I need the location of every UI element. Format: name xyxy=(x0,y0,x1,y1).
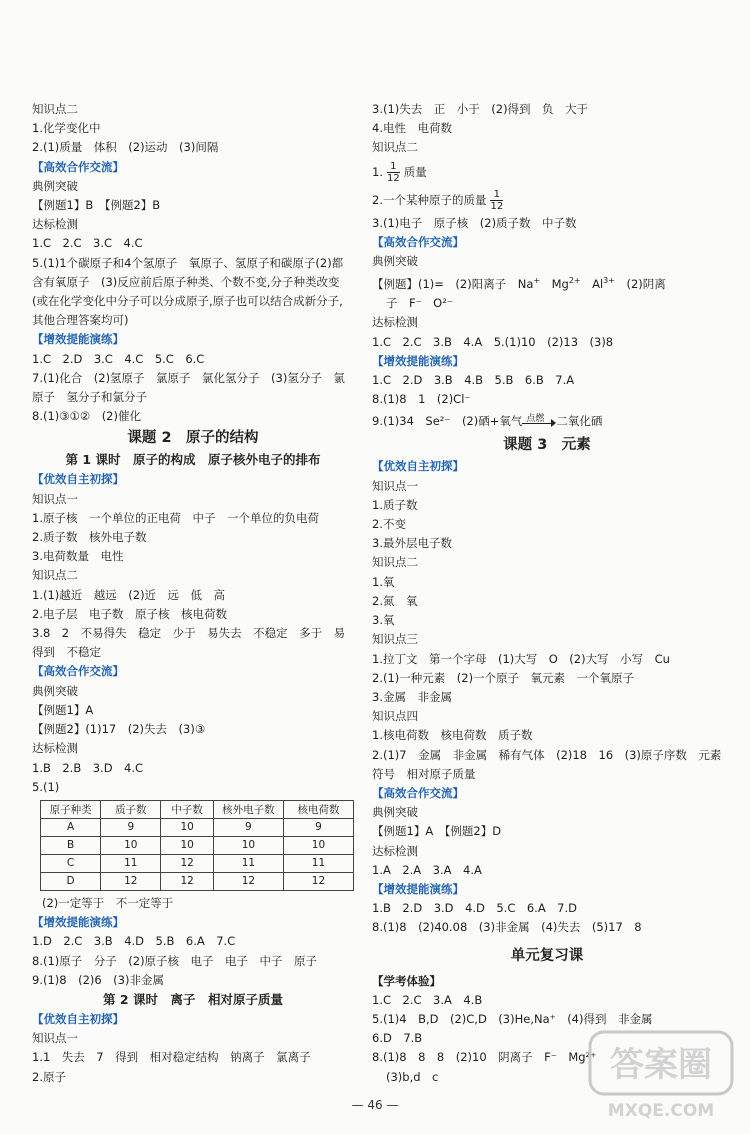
answer-text: 【例题】(1)= (2)阳离子 Na xyxy=(372,277,534,292)
answer-line: 3.金属 非金属 xyxy=(372,689,452,704)
answer-line: 1.氧 xyxy=(372,574,395,589)
subsection-heading: 典例突破 xyxy=(32,178,78,193)
reaction-condition: 点燃 xyxy=(526,413,545,424)
answer-line: 9.(1)8 (2)6 (3)非金属 xyxy=(32,972,164,987)
answer-paragraph: 2.(1)7 金属 非金属 稀有气体 (2)18 16 (3)原子序数 元素符号 相对原子质量 xyxy=(372,747,722,781)
knowledge-point-heading: 知识点二 xyxy=(372,140,418,155)
answer-line: 2.质子数 核外电子数 xyxy=(32,530,147,545)
answer-text: Mg xyxy=(551,277,569,292)
subsection-heading: 典例突破 xyxy=(372,805,418,820)
answer-line: 8.(1)8 1 (2)Cl⁻ xyxy=(372,392,471,407)
fraction-denominator: 12 xyxy=(386,172,400,184)
answer-line: 1.B 2.D 3.D 4.D 5.C 6.A 7.D xyxy=(372,901,578,916)
section-tag: 【优效自主初探】 xyxy=(32,1011,124,1026)
section-tag: 【增效提能演练】 xyxy=(372,881,464,896)
table-cell: B xyxy=(41,836,101,854)
answer-line: 1.C 2.C 3.B 4.A 5.(1)10 (2)13 (3)8 xyxy=(372,334,614,349)
answer-text: 质量 xyxy=(403,164,427,179)
answer-line: 1.化学变化中 xyxy=(32,121,101,136)
answer-line: 1.C 2.C 3.C 4.C xyxy=(32,236,143,251)
answer-paragraph: 5.(1)1个碳原子和4个氢原子 氧原子、氢原子和碳原子(2)都含有氧原子 (3)反应前后原子种类、个数不变,分子种类改变(或在化学变化中分子可以分成原子,原子也可以结合成新分子,其他合理答案均可) xyxy=(32,255,344,328)
table-cell: A xyxy=(41,818,101,836)
answer-line: 3.电荷数量 电性 xyxy=(32,549,124,564)
table-cell: 12 xyxy=(161,872,213,890)
watermark-url: MXQE.COM xyxy=(607,1101,715,1121)
table-cell: 12 xyxy=(161,854,213,872)
table-cell: 10 xyxy=(161,836,213,854)
table-header: 核外电子数 xyxy=(213,800,283,818)
table-header-row xyxy=(41,800,354,818)
table-cell: 9 xyxy=(101,818,161,836)
topic-title: 课题 3 元素 xyxy=(503,437,591,454)
table-cell: 12 xyxy=(213,872,283,890)
answer-line: 1.C 2.C 3.A 4.B xyxy=(372,992,483,1007)
section-tag: 【增效提能演练】 xyxy=(372,353,464,368)
knowledge-point-heading: 知识点二 xyxy=(372,555,418,570)
answer-line: 8.(1)③①② (2)催化 xyxy=(32,409,141,424)
answer-line: 3.(1)电子 原子核 (2)质子数 中子数 xyxy=(372,215,577,230)
reaction-arrow xyxy=(522,413,556,427)
section-tag: 【高效合作交流】 xyxy=(32,159,124,174)
answer-line: (2)一定等于 不一定等于 xyxy=(42,895,174,910)
atom-table xyxy=(40,800,354,891)
answer-line: 1.原子核 一个单位的正电荷 中子 一个单位的负电荷 xyxy=(32,510,319,525)
section-tag: 【优效自主初探】 xyxy=(32,472,124,487)
page-number: — 46 — xyxy=(351,1098,399,1112)
answer-line: 1.C 2.D 3.C 4.C 5.C 6.C xyxy=(32,351,205,366)
answer-line: 【例题1】A xyxy=(32,702,94,717)
lesson-title: 第 2 课时 离子 相对原子质量 xyxy=(103,991,283,1007)
answer-line-fraction: 1. $\frac{1}{12}$ 质量 xyxy=(372,160,427,184)
answer-line: 1.C 2.D 3.B 4.B 5.B 6.B 7.A xyxy=(372,373,575,388)
table-cell: 10 xyxy=(161,818,213,836)
unit-review-title: 单元复习课 xyxy=(510,947,584,964)
answer-line: 【例题1】B 【例题2】B xyxy=(32,198,161,213)
knowledge-point-heading: 知识点二 xyxy=(32,568,78,583)
answer-line: 1.质子数 xyxy=(372,497,418,512)
answer-line: 1.(1)越近 越远 (2)近 远 低 高 xyxy=(32,587,226,602)
table-cell: 11 xyxy=(101,854,161,872)
answer-line: 5.(1) xyxy=(32,779,60,794)
answer-line: 2.原子 xyxy=(32,1069,66,1084)
answer-line: 5.(1)4 B,D (2)C,D (3)He,Na⁺ (4)得到 非金属 xyxy=(372,1011,653,1026)
fraction xyxy=(387,161,400,184)
answer-text: 二氧化硒 xyxy=(556,414,603,429)
answer-paragraph: 3.8 2 不易得失 稳定 少于 易失去 不稳定 多于 易得到 不稳定 xyxy=(32,626,346,660)
answer-line: 子 F⁻ O²⁻ xyxy=(386,296,453,311)
answer-line-fraction xyxy=(372,186,722,214)
fraction-denominator: 12 xyxy=(490,200,504,212)
answer-line: 4.电性 电荷数 xyxy=(372,121,452,136)
answer-line: 1.核电荷数 核电荷数 质子数 xyxy=(372,728,533,743)
knowledge-point-heading: 知识点一 xyxy=(372,478,418,493)
answer-line: 6.D 7.B xyxy=(372,1031,423,1046)
answer-line: 8.(1)8 (2)40.08 (3)非金属 (4)失去 (5)17 8 xyxy=(372,920,642,935)
table-cell: C xyxy=(41,854,101,872)
table-header: 中子数 xyxy=(161,800,213,818)
section-tag: 【增效提能演练】 xyxy=(32,915,124,930)
watermark-text: 答案圈 xyxy=(610,1045,712,1085)
answer-text: (2)阴离 xyxy=(626,277,666,292)
subsection-heading: 达标检测 xyxy=(372,315,418,330)
answer-line: 1.D 2.C 3.B 4.D 5.B 6.A 7.C xyxy=(32,934,236,949)
answer-line: 【例题2】(1)17 (2)失去 (3)③ xyxy=(32,722,206,737)
answer-line xyxy=(372,409,722,433)
answer-line: 3.最外层电子数 xyxy=(372,536,452,551)
section-tag: 【高效合作交流】 xyxy=(32,664,124,679)
table-cell: 10 xyxy=(283,836,353,854)
answer-text: Al xyxy=(592,277,604,292)
answer-line: (3)b,d c xyxy=(386,1069,439,1084)
table-cell: 11 xyxy=(213,854,283,872)
topic-title: 课题 2 原子的结构 xyxy=(127,430,259,447)
subsection-heading: 典例突破 xyxy=(372,254,418,269)
knowledge-point-heading: 知识点二 xyxy=(32,102,78,116)
table-row xyxy=(41,854,354,872)
knowledge-point-heading: 知识点一 xyxy=(32,491,78,506)
answer-paragraph: 7.(1)化合 (2)氢原子 氯原子 氯化氢分子 (3)氢分子 氯原子 氢分子和氯分子 xyxy=(32,370,345,405)
answer-text: 2.一个某种原子的质量 xyxy=(372,192,487,207)
fraction-numerator: 1 xyxy=(390,160,397,172)
answer-line: 8.(1)原子 分子 (2)原子核 电子 电子 中子 原子 xyxy=(32,953,318,968)
table-cell: 10 xyxy=(213,836,283,854)
section-tag: 【优效自主初探】 xyxy=(372,459,464,474)
answer-line: 1.1 失去 7 得到 相对稳定结构 钠离子 氯离子 xyxy=(32,1050,311,1065)
watermark-logo xyxy=(586,1028,736,1124)
lesson-title: 第 1 课时 原子的构成 原子核外电子的排布 xyxy=(65,452,321,468)
table-header: 原子种类 xyxy=(41,800,101,818)
knowledge-point-heading: 知识点一 xyxy=(32,1031,78,1046)
subsection-heading: 达标检测 xyxy=(32,741,78,756)
answer-line: 8.(1)8 8 8 (2)10 阴离子 F⁻ Mg²⁺ xyxy=(372,1050,597,1065)
table-cell: 9 xyxy=(283,818,353,836)
left-column xyxy=(32,100,354,1087)
fraction-numerator: 1 xyxy=(493,188,501,200)
table-cell: 12 xyxy=(101,872,161,890)
right-column xyxy=(372,100,722,1087)
section-tag: 【学考体验】 xyxy=(372,973,441,988)
subsection-heading: 典例突破 xyxy=(32,683,78,698)
table-header: 核电荷数 xyxy=(283,800,353,818)
answer-line: 【例题1】A 【例题2】D xyxy=(372,824,502,839)
section-tag: 【高效合作交流】 xyxy=(372,785,464,800)
table-header: 质子数 xyxy=(101,800,161,818)
table-row xyxy=(41,836,354,854)
answer-text: 9.(1)34 Se²⁻ (2)硒+氧气 xyxy=(372,414,523,429)
section-tag: 【增效提能演练】 xyxy=(32,332,124,347)
table-row xyxy=(41,818,354,836)
answer-line: 3.氧 xyxy=(372,613,395,628)
knowledge-point-heading: 知识点四 xyxy=(372,709,418,724)
answer-line: 2.(1)质量 体积 (2)运动 (3)间隔 xyxy=(32,140,219,155)
table-cell: 10 xyxy=(101,836,161,854)
table-cell: 11 xyxy=(283,854,353,872)
knowledge-point-heading: 知识点三 xyxy=(372,632,418,647)
section-tag: 【高效合作交流】 xyxy=(372,234,464,249)
table-row xyxy=(41,872,354,890)
answer-line: 2.电子层 电子数 原子核 核电荷数 xyxy=(32,606,227,621)
table-cell: 9 xyxy=(213,818,283,836)
table-cell: D xyxy=(41,872,101,890)
answer-line: 1.B 2.B 3.D 4.C xyxy=(32,760,144,775)
answer-line: 3.(1)失去 正 小于 (2)得到 负 大于 xyxy=(372,102,589,116)
subsection-heading: 达标检测 xyxy=(32,217,78,232)
answer-line: 2.(1)一种元素 (2)一个原子 氧元素 一个氧原子 xyxy=(372,670,635,685)
answer-line: 1.拉丁文 第一个字母 (1)大写 O (2)大写 小写 Cu xyxy=(372,651,670,666)
answer-line: 【例题】(1)= (2)阳离子 Na+ $Mg^{2+}$ $Al^{3+}$ (2)阴离 xyxy=(372,276,666,292)
subsection-heading: 达标检测 xyxy=(372,843,418,858)
table-cell: 12 xyxy=(283,872,353,890)
answer-line: 1.A 2.A 3.A 4.A xyxy=(372,862,482,877)
fraction xyxy=(490,189,503,212)
answer-line: 2.氮 氧 xyxy=(372,593,418,608)
answer-line: 2.不变 xyxy=(372,517,406,532)
